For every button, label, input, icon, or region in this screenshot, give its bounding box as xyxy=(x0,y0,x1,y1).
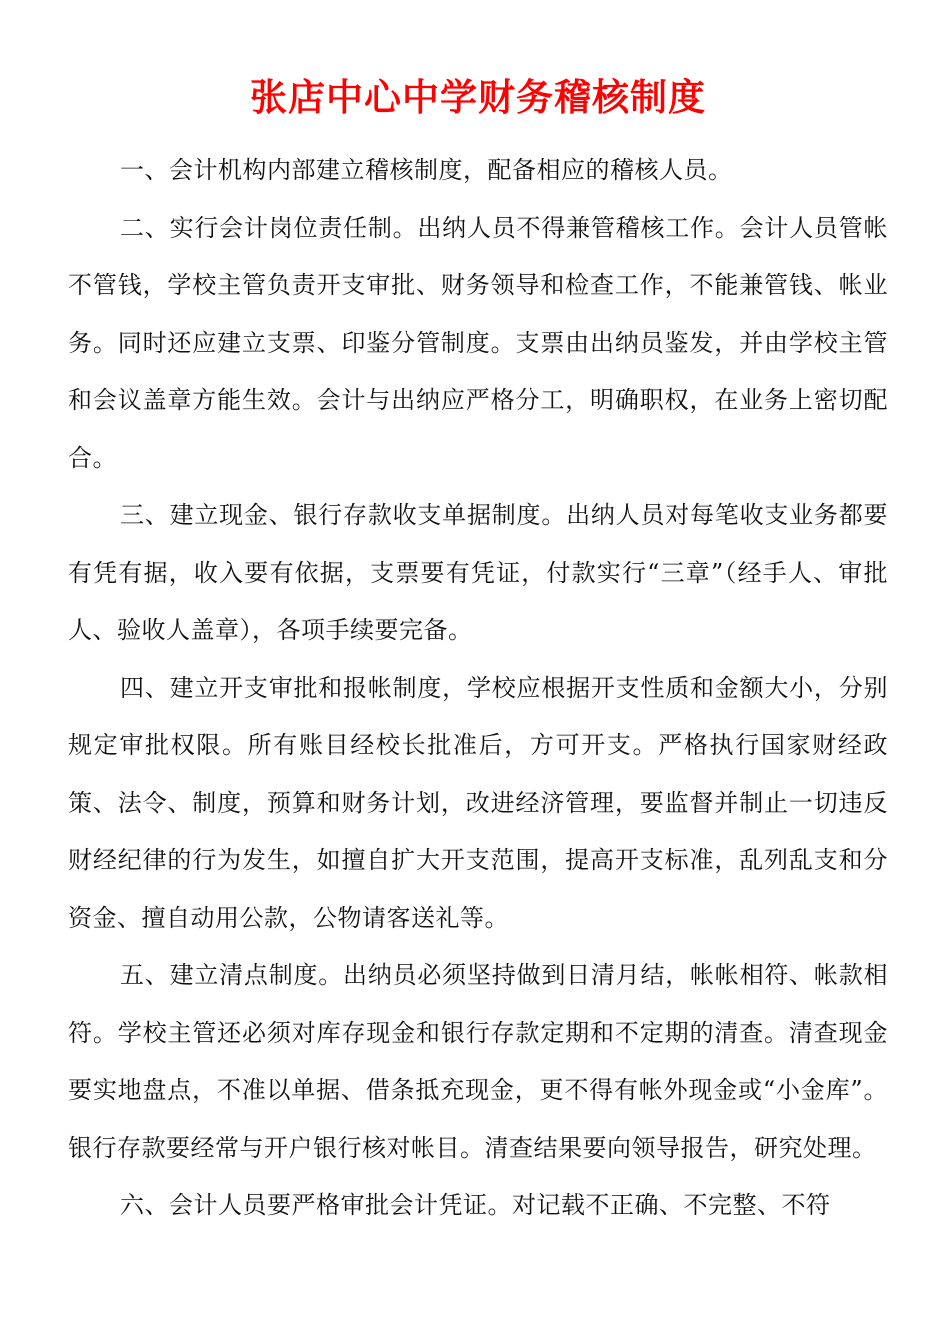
paragraph-3: 三、建立现金、银行存款收支单据制度。出纳人员对每笔收支业务都要有凭有据，收入要有依据，支票要有凭证，付款实行“三章”（经手人、审批人、验收人盖章），各项手续要完备。 xyxy=(68,501,888,644)
paragraph-5: 五、建立清点制度。出纳员必须坚持做到日清月结，帐帐相符、帐款相符。学校主管还必须对库存现金和银行存款定期和不定期的清查。清查现金要实地盘点，不准以单据、借条抵充现金，更不得有帐外现金或“小金库”。银行存款要经常与开户银行核对帐目。清查结果要向领导报告，研究处理。 xyxy=(68,961,888,1162)
paragraph-2: 二、实行会计岗位责任制。出纳人员不得兼管稽核工作。会计人员管帐不管钱，学校主管负责开支审批、财务领导和检查工作，不能兼管钱、帐业务。同时还应建立支票、印鉴分管制度。支票由出纳员鉴发，并由学校主管和会议盖章方能生效。会计与出纳应严格分工，明确职权，在业务上密切配合。 xyxy=(68,213,888,472)
page-title: 张店中心中学财务稽核制度 xyxy=(250,76,706,119)
paragraph-4: 四、建立开支审批和报帐制度，学校应根据开支性质和金额大小，分别规定审批权限。所有账目经校长批准后，方可开支。严格执行国家财经政策、法令、制度，预算和财务计划，改进经济管理，要监督并制止一切违反财经纪律的行为发生，如擅自扩大开支范围，提高开支标准，乱列乱支和分资金、擅自动用公款，公物请客送礼等。 xyxy=(68,673,888,932)
paragraph-1: 一、会计机构内部建立稽核制度，配备相应的稽核人员。 xyxy=(120,156,733,184)
paragraph-6: 六、会计人员要严格审批会计凭证。对记载不正确、不完整、不符 xyxy=(120,1191,831,1219)
